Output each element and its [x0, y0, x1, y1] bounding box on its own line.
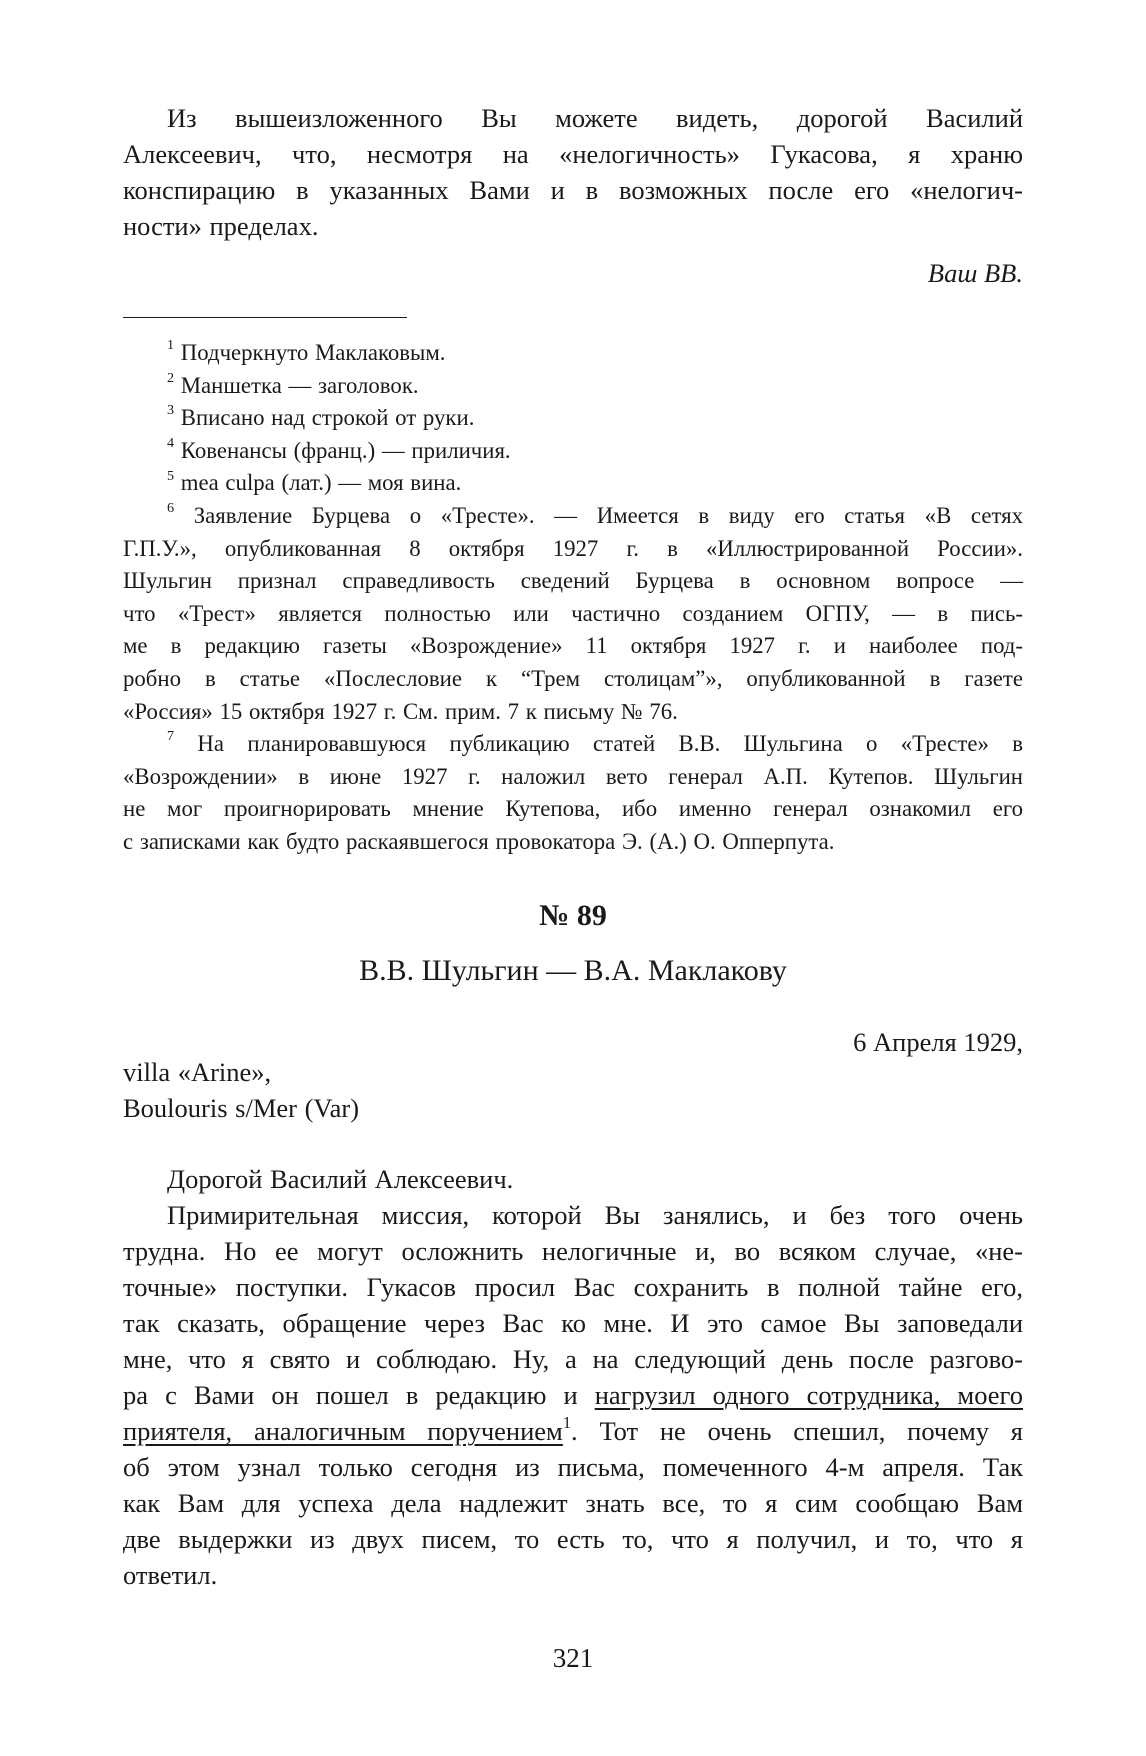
text-line: Алексеевич, что, несмотря на «нелогичность» Гукасова, я храню: [123, 139, 1023, 169]
text-line: так сказать, обращение через Вас ко мне. И это самое Вы заповедали: [123, 1308, 1023, 1338]
footnote-text: Вписано над строкой от руки.: [180, 405, 475, 431]
text-line: Примирительная миссия, которой Вы занялись, и без того очень: [167, 1200, 1023, 1230]
footnote-line: Шульгин признал справедливость сведений Бурцева в основном вопросе —: [123, 568, 1023, 594]
footnote-line: «Россия» 15 октября 1927 г. См. прим. 7 к письму № 76.: [123, 698, 678, 724]
text-line: две выдержки из двух писем, то есть то, что я получил, и то, что я: [123, 1524, 1023, 1554]
underlined-text: приятеля, аналогичным поручением: [123, 1416, 563, 1446]
document-number: № 89: [539, 899, 607, 932]
letter-body: [123, 1161, 1023, 1593]
footnote-1: [123, 337, 1023, 370]
text-line: как Вам для успеха дела надлежит знать все, то я сим сообщаю Вам: [123, 1488, 1023, 1518]
footnote-text: Ковенансы (франц.) — приличия.: [180, 437, 511, 463]
text-line: Из вышеизложенного Вы можете видеть, дорогой Василий: [167, 103, 1023, 133]
text-segment: . Тот не очень спешил, почему я: [571, 1416, 1023, 1446]
address-line: villa «Arine»,: [123, 1057, 272, 1087]
footnote-5: [123, 467, 1023, 500]
footnote-text: На планировавшуюся публикацию статей В.В. Шульгина о «Тресте» в: [197, 731, 1023, 757]
footnote-text: Маншетка — заголовок.: [180, 372, 419, 398]
footnote-line: робно в статье «Послесловие к “Трем столицам”», опубликованной в газете: [123, 665, 1023, 691]
text-line: мне, что я свято и соблюдаю. Ну, а на следующий день после разгово-: [123, 1344, 1023, 1374]
footnote-text: Заявление Бурцева о «Тресте». — Имеется в виду его статья «В сетях: [193, 502, 1023, 528]
footnote-number: 6: [167, 500, 175, 517]
document-title: В.В. Шульгин — В.А. Маклакову: [359, 954, 787, 987]
text-line: [123, 1377, 1023, 1413]
text-line: трудна. Но ее могут осложнить нелогичные и, во всяком случае, «не-: [123, 1236, 1023, 1266]
footnote-3: [123, 402, 1023, 435]
footnote-7: [123, 728, 1023, 761]
footnote-line: «Возрождении» в июне 1927 г. наложил вето генерал А.П. Кутепов. Шульгин: [123, 763, 1023, 789]
footnote-text: mea culpa (лат.) — моя вина.: [180, 470, 462, 496]
page-number: 321: [552, 1643, 594, 1673]
footnote-number: 7: [167, 728, 175, 745]
footnote-6: [123, 500, 1023, 533]
footnote-4: [123, 435, 1023, 468]
footnote-line: с записками как будто раскаявшегося провокатора Э. (А.) О. Опперпута.: [123, 828, 835, 854]
text-line: ности» пределах.: [123, 211, 319, 241]
text-segment: ра с Вами он пошел в редакцию и: [123, 1380, 595, 1410]
letter-address: [123, 1054, 523, 1126]
footnotes: [123, 337, 1023, 859]
top-paragraph: [123, 100, 1023, 244]
letter-date: 6 Апреля 1929,: [853, 1027, 1023, 1057]
salutation: Дорогой Василий Алексеевич.: [167, 1164, 514, 1194]
footnote-line: не мог проигнорировать мнение Кутепова, ибо именно генерал ознакомил его: [123, 796, 1023, 822]
text-line: ответил.: [123, 1560, 218, 1590]
text-line: конспирацию в указанных Вами и в возможных после его «нелогич-: [123, 175, 1023, 205]
footnote-line: что «Трест» является полностью или частично созданием ОГПУ, — в пись-: [123, 600, 1023, 626]
address-line: Boulouris s/Mer (Var): [123, 1093, 360, 1123]
footnote-line: ме в редакцию газеты «Возрождение» 11 октября 1927 г. и наиболее под-: [123, 633, 1023, 659]
text-line: точные» поступки. Гукасов просил Вас сохранить в полной тайне его,: [123, 1272, 1023, 1302]
text-line: [123, 1413, 1023, 1449]
footnote-ref: 1: [562, 1412, 572, 1432]
footnote-number: 4: [167, 435, 175, 452]
text-line: об этом узнал только сегодня из письма, помеченного 4-м апреля. Так: [123, 1452, 1023, 1482]
signature: Ваш ВВ.: [927, 258, 1023, 288]
footnote-separator: [123, 317, 407, 318]
footnote-number: 2: [167, 369, 175, 386]
footnote-number: 3: [167, 402, 175, 419]
footnote-number: 5: [167, 467, 175, 484]
footnote-number: 1: [167, 337, 175, 354]
footnote-2: [123, 370, 1023, 403]
underlined-text: нагрузил одного сотрудника, моего: [594, 1380, 1023, 1410]
footnote-line: Г.П.У.», опубликованная 8 октября 1927 г. в «Иллюстрированной России».: [123, 535, 1023, 561]
footnote-text: Подчеркнуто Маклаковым.: [180, 340, 446, 365]
